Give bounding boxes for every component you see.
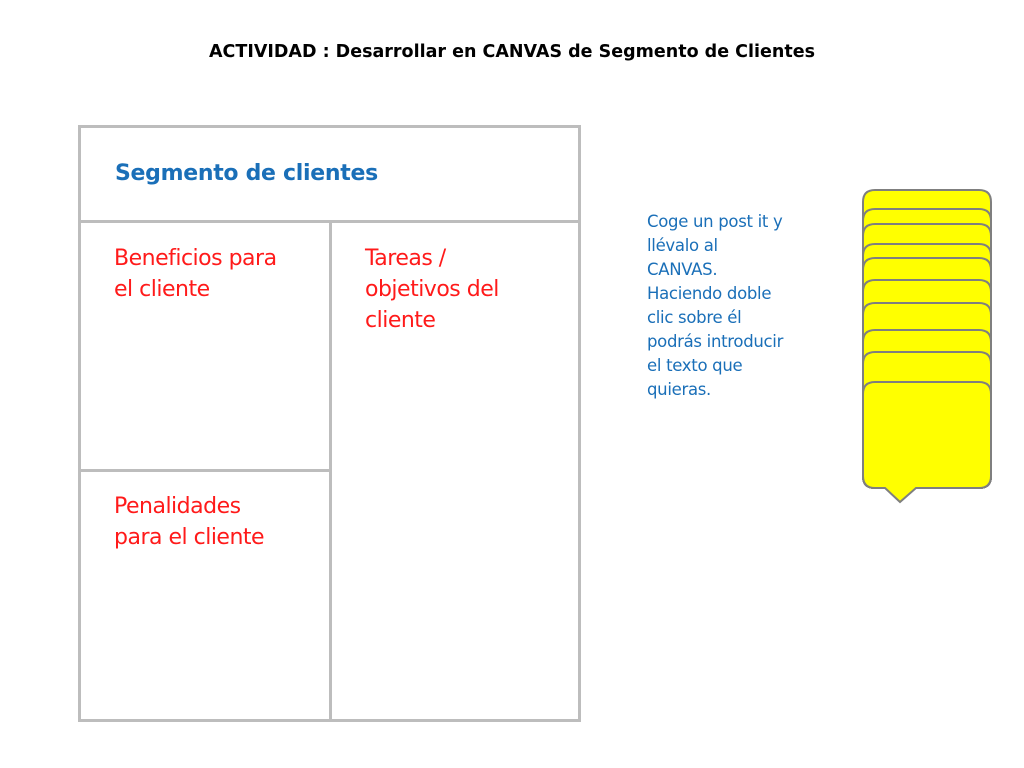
penalidades-label: Penalidades para el cliente — [114, 494, 265, 550]
beneficios-label: Beneficios para el cliente — [114, 246, 277, 302]
canvas-header-cell — [81, 128, 578, 223]
penalidades-cell[interactable] — [81, 472, 332, 719]
canvas-header-label: Segmento de clientes — [115, 161, 378, 186]
instruction-text: Coge un post it y llévalo al CANVAS. Haciendo doble clic sobre él podrás introducir el texto que quieras. — [647, 212, 784, 399]
slide-title: ACTIVIDAD : Desarrollar en CANVAS de Segmento de Clientes — [209, 42, 815, 62]
tareas-cell[interactable] — [332, 223, 578, 719]
postit-stack[interactable] — [858, 186, 998, 506]
tareas-label: Tareas / objetivos del cliente — [365, 246, 499, 333]
postit-note[interactable] — [863, 382, 991, 502]
beneficios-cell[interactable] — [81, 223, 332, 472]
customer-segment-canvas — [78, 125, 581, 722]
